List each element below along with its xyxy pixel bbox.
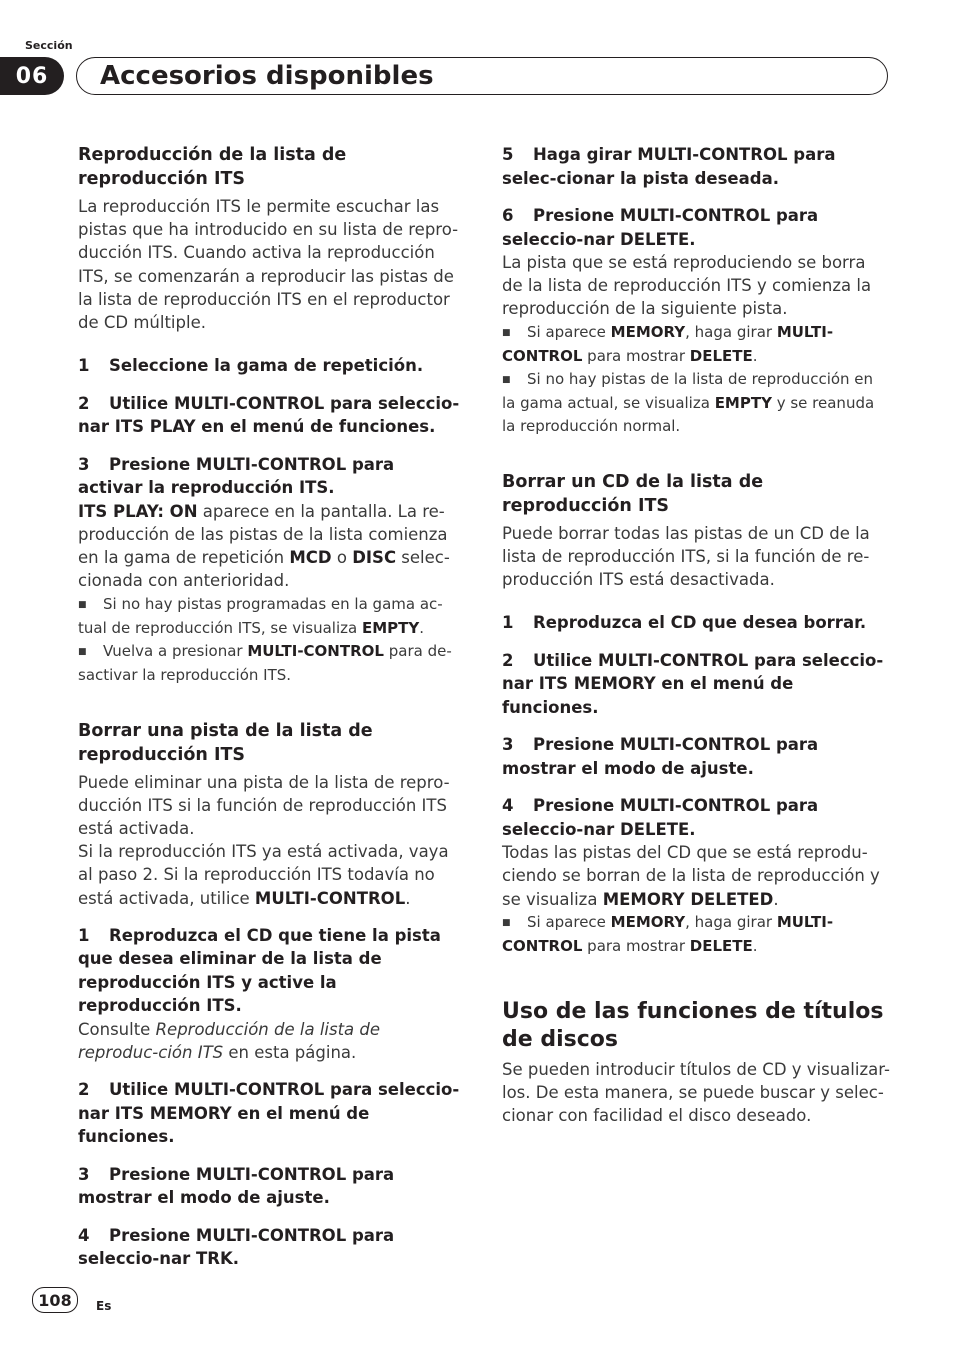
bullet-square-icon: ■ xyxy=(78,646,87,657)
bullet-square-icon: ■ xyxy=(502,327,511,338)
step xyxy=(502,733,890,780)
step-number: 3 xyxy=(502,735,514,755)
text: para mostrar xyxy=(582,346,690,365)
step-text: Seleccione la gama de repetición. xyxy=(109,356,424,376)
section-number-badge: 06 xyxy=(0,57,64,95)
note xyxy=(502,911,890,958)
text: en esta página. xyxy=(223,1042,357,1062)
text: . xyxy=(752,346,758,365)
text: , haga girar xyxy=(685,912,777,931)
step-text: Presione MULTI-CONTROL para seleccio-nar DELETE. xyxy=(502,796,819,839)
language-code: Es xyxy=(96,1299,112,1313)
step-number: 6 xyxy=(502,206,514,225)
text: Consulte xyxy=(78,1019,156,1039)
step-number: 3 xyxy=(78,454,90,474)
heading-disc-titles: Uso de las funciones de títulos de discos xyxy=(502,998,884,1052)
text: . xyxy=(419,618,425,637)
step-text: Haga girar MULTI-CONTROL para selec-cionar la pista deseada. xyxy=(502,145,836,188)
section-label: Sección xyxy=(25,39,73,52)
bold-term: MEMORY DELETED xyxy=(602,889,774,909)
paragraph xyxy=(78,840,464,910)
step-text: Presione MULTI-CONTROL para mostrar el modo de ajuste. xyxy=(502,735,819,778)
note xyxy=(78,593,464,640)
bold-term: MULTI-CONTROL xyxy=(502,912,834,955)
text: y se reanuda la reproducción normal. xyxy=(502,393,875,435)
bold-term: ITS PLAY: ON xyxy=(78,501,198,521)
heading-delete-cd: Borrar un CD de la lista de reproducción ITS xyxy=(502,471,764,516)
step xyxy=(78,1078,464,1149)
text: selec-cionada con anterioridad. xyxy=(78,548,450,591)
paragraph xyxy=(502,841,890,911)
step-number: 1 xyxy=(502,613,514,633)
paragraph xyxy=(78,500,464,593)
text: Si aparece xyxy=(527,912,611,931)
cross-reference: Reproducción de la lista de reproduc-ción ITS xyxy=(78,1019,381,1062)
bullet-square-icon: ■ xyxy=(502,374,511,385)
step xyxy=(502,204,890,251)
text: Vuelva a presionar xyxy=(103,641,248,660)
step-number: 2 xyxy=(502,650,514,670)
step-number: 4 xyxy=(502,796,514,816)
paragraph: La pista que se está reproduciendo se borra de la lista de reproducción ITS y comienza la reproducción de la siguiente pista. xyxy=(502,253,872,319)
step-text: Utilice MULTI-CONTROL para seleccio-nar ITS MEMORY en el menú de funciones. xyxy=(78,1080,460,1147)
step-number: 4 xyxy=(78,1225,90,1245)
step xyxy=(78,1224,464,1271)
step-number: 5 xyxy=(502,145,514,164)
step-text: Presione MULTI-CONTROL para seleccio-nar DELETE. xyxy=(502,206,819,249)
left-column xyxy=(78,143,464,1271)
step-number: 2 xyxy=(78,1080,90,1100)
bold-term: MULTI-CONTROL xyxy=(502,322,834,365)
text: , haga girar xyxy=(685,322,777,341)
step xyxy=(78,392,464,439)
page-number: 108 xyxy=(32,1287,78,1313)
note xyxy=(78,640,464,687)
step xyxy=(78,453,464,500)
step-text: Reproduzca el CD que desea borrar. xyxy=(533,613,867,633)
text: o xyxy=(331,548,353,568)
text: Si no hay pistas de la lista de reproducción en la gama actual, se visualiza xyxy=(502,369,874,412)
paragraph xyxy=(78,1018,464,1064)
bold-term: MEMORY xyxy=(610,912,686,931)
step-text: Presione MULTI-CONTROL para activar la reproducción ITS. xyxy=(78,454,395,498)
bullet-square-icon: ■ xyxy=(502,917,511,928)
text: aparece en la pantalla. La re-producción de las pistas de la lista comienza en la gama de repetición xyxy=(78,501,448,568)
bold-term: DISC xyxy=(352,548,397,568)
bold-term: MULTI-CONTROL xyxy=(254,888,406,908)
step xyxy=(502,611,890,635)
bold-term: MEMORY xyxy=(610,322,686,341)
note xyxy=(502,368,890,438)
note xyxy=(502,321,890,368)
text: para de-sactivar la reproducción ITS. xyxy=(78,641,452,684)
step-number: 1 xyxy=(78,356,90,376)
paragraph: Se pueden introducir títulos de CD y visualizar-los. De esta manera, se puede buscar y selec-cionar con facilidad el disco deseado. xyxy=(502,1059,890,1126)
step xyxy=(502,143,890,190)
step-number: 3 xyxy=(78,1164,90,1184)
paragraph: Puede borrar todas las pistas de un CD de la lista de reproducción ITS, si la función de re-producción ITS está desactivada. xyxy=(502,523,870,590)
heading-its-playback: Reproducción de la lista de reproducción ITS xyxy=(78,145,347,189)
bold-term: EMPTY xyxy=(361,618,420,637)
text: . xyxy=(405,888,411,908)
paragraph: Puede eliminar una pista de la lista de repro-ducción ITS si la función de reproducción ITS está activada. xyxy=(78,772,450,838)
step-text: Presione MULTI-CONTROL para mostrar el modo de ajuste. xyxy=(78,1164,395,1208)
paragraph: La reproducción ITS le permite escuchar las pistas que ha introducido en su lista de repro-ducción ITS. Cuando activa la reproducción ITS, se comenzarán a reproducir las pistas de la lista de reproducción ITS en el reproductor de CD múltiple. xyxy=(78,197,459,333)
step xyxy=(502,649,890,720)
step-text: Reproduzca el CD que tiene la pista que desea eliminar de la lista de reproducción ITS y active la reproducción ITS. xyxy=(78,925,441,1016)
bullet-square-icon: ■ xyxy=(78,599,87,610)
bold-term: MCD xyxy=(289,548,332,568)
bold-term: EMPTY xyxy=(714,393,772,412)
bold-term: DELETE xyxy=(689,936,753,955)
step-text: Utilice MULTI-CONTROL para seleccio-nar ITS PLAY en el menú de funciones. xyxy=(78,393,460,437)
text: Todas las pistas del CD que se está reprodu-ciendo se borran de la lista de reproducción y se visualiza xyxy=(502,843,880,909)
page-title: Accesorios disponibles xyxy=(100,61,434,91)
text: para mostrar xyxy=(582,936,690,955)
text: Si no hay pistas programadas en la gama ac-tual de reproducción ITS, se visualiza xyxy=(78,594,443,637)
step xyxy=(502,794,890,841)
step xyxy=(78,354,464,378)
step-text: Utilice MULTI-CONTROL para seleccio-nar ITS MEMORY en el menú de funciones. xyxy=(502,650,884,717)
text: Si la reproducción ITS ya está activada, vaya al paso 2. Si la reproducción ITS todavía no está activada, utilice xyxy=(78,842,449,908)
text: . xyxy=(773,889,779,909)
step-number: 1 xyxy=(78,925,90,945)
text: Si aparece xyxy=(527,322,611,341)
bold-term: DELETE xyxy=(689,346,753,365)
step-number: 2 xyxy=(78,393,90,413)
step-text: Presione MULTI-CONTROL para seleccio-nar TRK. xyxy=(78,1225,395,1269)
text: . xyxy=(752,936,758,955)
right-column xyxy=(502,143,890,1127)
step xyxy=(78,924,464,1018)
step xyxy=(78,1163,464,1210)
heading-delete-track: Borrar una pista de la lista de reproducción ITS xyxy=(78,720,373,765)
bold-term: MULTI-CONTROL xyxy=(247,641,384,660)
